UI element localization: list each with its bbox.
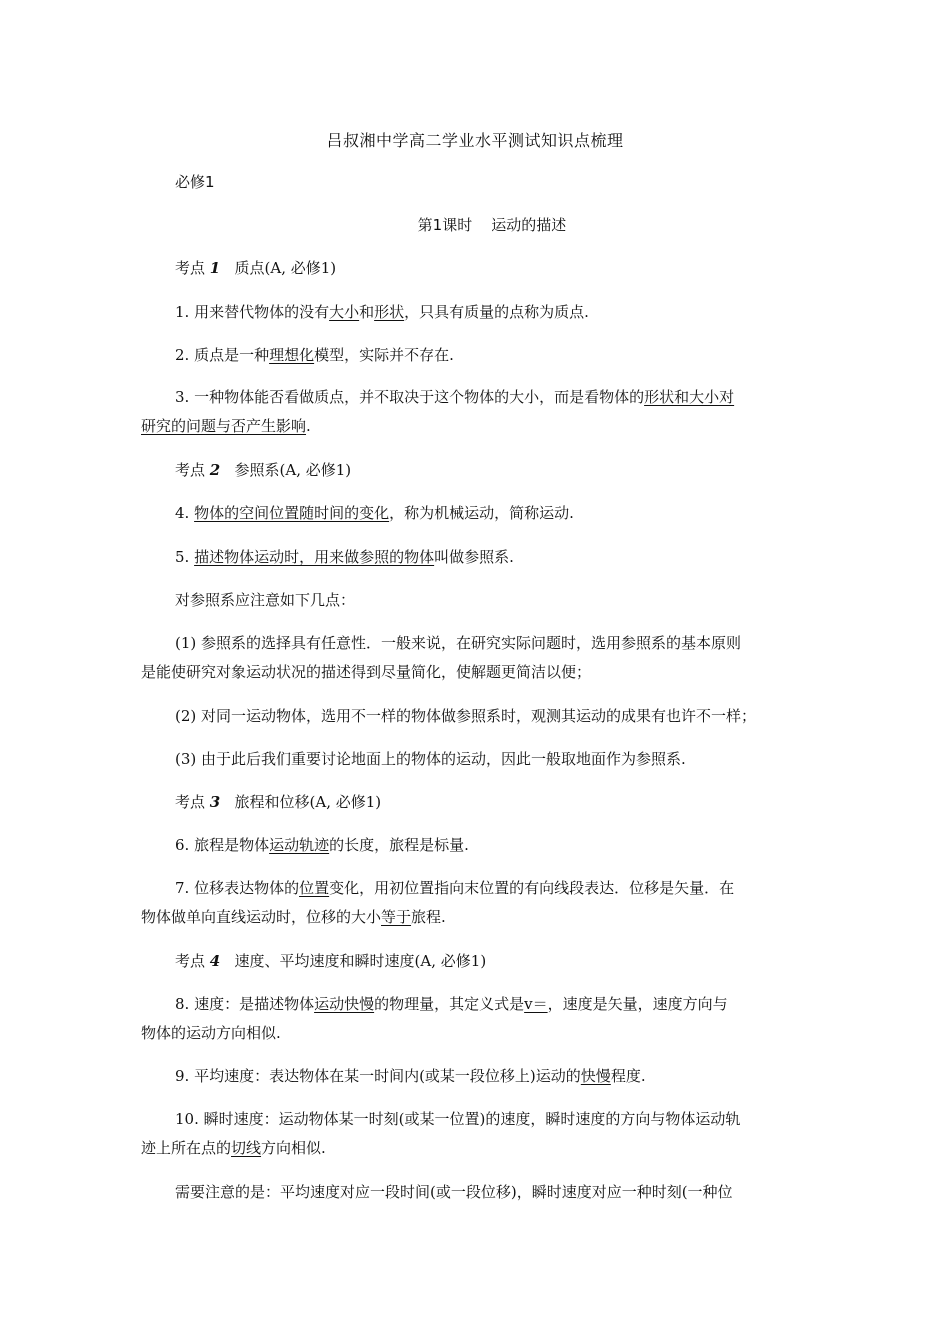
- paragraph-4: 4. 物体的空间位置随时间的变化，称为机械运动，简称运动.: [175, 504, 574, 522]
- paragraph-12-line-1: 8. 速度：是描述物体运动快慢的物理量，其定义式是v＝，速度是矢量，速度方向与: [175, 995, 728, 1013]
- paragraph-13: 9. 平均速度：表达物体在某一时间内(或某一段位移上)运动的快慢程度.: [175, 1067, 646, 1085]
- paragraph-6: 对参照系应注意如下几点：: [175, 591, 356, 609]
- paragraph-15: 需要注意的是：平均速度对应一段时间(或一段位移)，瞬时速度对应一种时刻(一种位: [175, 1183, 733, 1201]
- section-heading-4: 考点 4 速度、平均速度和瞬时速度(A, 必修1): [175, 952, 487, 970]
- lesson-number: 第1课时: [417, 216, 473, 234]
- module-label: 必修1: [175, 173, 215, 191]
- document-title: 吕叔湘中学高二学业水平测试知识点梳理: [326, 131, 624, 150]
- paragraph-3-line-1: 3. 一种物体能否看做质点，并不取决于这个物体的大小，而是看物体的形状和大小对: [175, 388, 735, 406]
- paragraph-11-line-1: 7. 位移表达物体的位置变化，用初位置指向末位置的有向线段表达．位移是矢量．在: [175, 879, 735, 897]
- paragraph-7-line-2: 是能使研究对象运动状况的描述得到尽量简化，使解题更简洁以便；: [141, 663, 592, 681]
- paragraph-11-line-2: 物体做单向直线运动时，位移的大小等于旅程.: [141, 908, 446, 926]
- paragraph-5: 5. 描述物体运动时，用来做参照的物体叫做参照系.: [175, 548, 514, 566]
- section-heading-1: 考点 1 质点(A, 必修1): [175, 259, 337, 277]
- paragraph-14-line-2: 迹上所在点的切线方向相似.: [141, 1139, 326, 1157]
- lesson-heading: [0, 215, 950, 235]
- paragraph-7-line-1: (1) 参照系的选择具有任意性．一般来说，在研究实际问题时，选用参照系的基本原则: [175, 634, 742, 652]
- lesson-name: 运动的描述: [491, 216, 567, 234]
- paragraph-9: (3) 由于此后我们重要讨论地面上的物体的运动，因此一般取地面作为参照系.: [175, 750, 686, 768]
- section-heading-2: 考点 2 参照系(A, 必修1): [175, 461, 352, 479]
- paragraph-8: (2) 对同一运动物体，选用不一样的物体做参照系时，观测其运动的成果有也许不一样；: [175, 707, 757, 725]
- paragraph-14-line-1: 10. 瞬时速度：运动物体某一时刻(或某一位置)的速度，瞬时速度的方向与物体运动轨: [175, 1110, 741, 1128]
- paragraph-1: 1. 用来替代物体的没有大小和形状，只具有质量的点称为质点.: [175, 303, 589, 321]
- paragraph-3-line-2: 研究的问题与否产生影响.: [141, 417, 311, 435]
- paragraph-12-line-2: 物体的运动方向相似.: [141, 1024, 281, 1042]
- paragraph-2: 2. 质点是一种理想化模型，实际并不存在.: [175, 346, 454, 364]
- section-heading-3: 考点 3 旅程和位移(A, 必修1): [175, 793, 382, 811]
- paragraph-10: 6. 旅程是物体运动轨迹的长度，旅程是标量.: [175, 836, 469, 854]
